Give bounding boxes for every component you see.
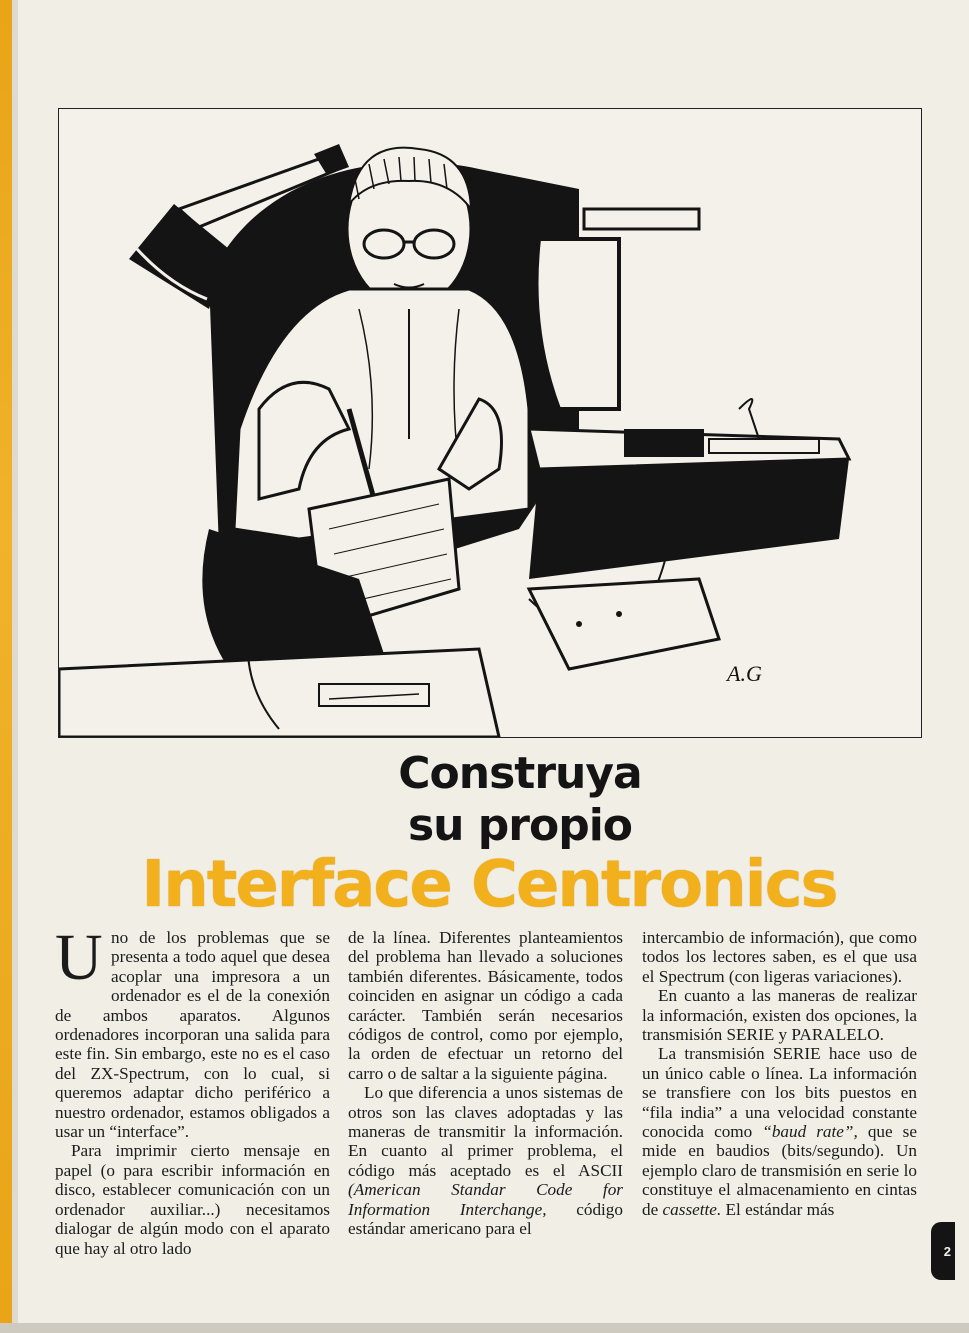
text-run: código estándar americano para el xyxy=(348,1199,623,1239)
page-edge-bottom xyxy=(0,1323,969,1333)
title-line-2: su propio xyxy=(407,800,633,851)
article-column-2 xyxy=(348,928,623,1239)
article-illustration xyxy=(58,108,922,738)
paragraph: En cuanto a las maneras de realizar la información, existen dos opciones, la transmisión SERIE y PARALELO. xyxy=(642,986,917,1045)
paragraph: Para imprimir cierto mensaje en papel (o para escribir información en disco, establecer comunicación con un ordenador auxiliar...) necesitamos dialogar de algún modo con el aparato que hay al otro lado xyxy=(55,1141,330,1258)
paragraph xyxy=(642,1044,917,1219)
page-number-tab xyxy=(931,1222,955,1280)
paragraph: de la línea. Diferentes planteamientos del problema han llevado a soluciones también diferentes. Básicamente, todos coinciden en asignar un código a cada carácter. También serán necesarios códigos de control, como por ejemplo, la orden de efectuar un retorno del carro o de saltar a la siguiente página. xyxy=(348,928,623,1083)
page-edge-shadow xyxy=(12,0,18,1333)
illustration-signature: A.G xyxy=(727,661,762,686)
text-run: El estándar más xyxy=(725,1199,835,1219)
text-run: Lo que diferencia a unos sistemas de otros son las claves adoptadas y las maneras de transmitir la información. En cuanto al primer problema, el código más aceptado es el ASCII xyxy=(348,1083,623,1180)
paragraph: intercambio de información), que como todos los lectores saben, es el que usa el Spectrum (con ligeras variaciones). xyxy=(642,928,917,986)
dropcap-block xyxy=(55,921,111,994)
article-column-3 xyxy=(642,928,917,1219)
title-line-3: Interface Centronics xyxy=(141,848,837,922)
man-soldering-illustration xyxy=(59,109,921,737)
paragraph: no de los problemas que se presenta a todo aquel que desea acoplar una impresora a un ordenador es el de la conexión de ambos aparatos. Algunos ordenadores incorporan una salida para este fin. Sin embargo, este no es el caso del ZX-Spectrum, con lo cual, si queremos adaptar dicho periférico a nuestro ordenador, estamos obligados a usar un “interface”. xyxy=(55,928,330,1142)
text-run-italic: (American Standar Code for Information Interchange, xyxy=(348,1180,623,1219)
text-run: que se mide en baudios (bits/segundo). Un ejemplo claro de transmisión en serie lo constituye el almacenamiento en cintas de xyxy=(642,1122,917,1219)
dropcap-letter: U xyxy=(55,921,103,994)
article-column-1 xyxy=(55,921,330,1258)
text-run: La transmisión SERIE hace uso de un único cable o línea. La información se transfiere con los bits puestos en “fila india” a una velocidad constante conocida como xyxy=(642,1044,917,1142)
page-number: 2 xyxy=(943,1243,951,1259)
page-edge-left xyxy=(0,0,12,1333)
title-line-1: Construya xyxy=(398,748,642,799)
text-run-italic: cassette. xyxy=(662,1199,722,1219)
paragraph xyxy=(348,1083,623,1238)
text-run-italic: “baud rate”, xyxy=(762,1122,858,1142)
